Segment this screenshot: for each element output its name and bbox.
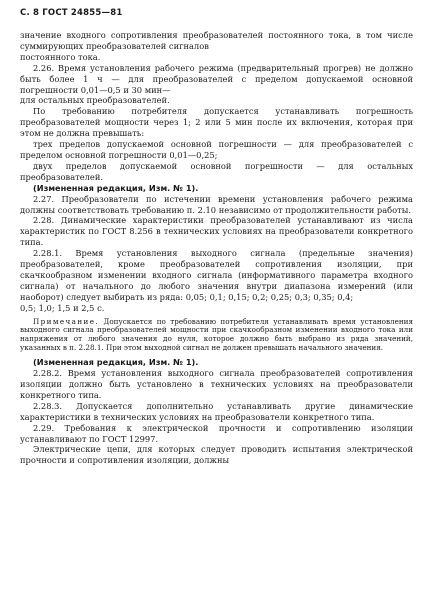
paragraph-2-26: 2.26. Время установления рабочего режима (предварительный прогрев) не должно быть более 1 ч — для преобразователей с пределом допускаемой основной погрешности 0,01—0,5 и 30 мин— для остальных преобразователей. (20, 62, 413, 106)
paragraph-2-27: 2.27. Преобразователи по истечении времени установления рабочего режима должны соответствовать требованию п. 2.10 независимо от продолжительности работы. (20, 193, 413, 215)
paragraph: Электрические цепи, для которых следует проводить испытания электрической прочности и сопротивления изоляции, должны (20, 444, 413, 466)
paragraph: значение входного сопротивления преобразователей постоянного тока, в том числе суммирующих преобразователей сигналов постоянного тока. (20, 30, 413, 62)
paragraph: трех пределов допускаемой основной погрешности — для преобразователей с пределом основной погрешности 0,01—0,25; (20, 139, 413, 160)
paragraph: двух пределов допускаемой основной погрешности — для остальных преобразователей. (20, 160, 413, 182)
paragraph-2-29: 2.29. Требования к электрической прочности и сопротивлению изоляции устанавливают по ГОСТ 12997. (20, 422, 413, 444)
paragraph: По требованию потребителя допускается устанавливать погрешность преобразователей мощности через 1; 2 или 5 мин после их включения, которая при этом не должна превышать: (20, 106, 413, 139)
note-text: Допускается по требованию потребителя устанавливать время установления выходного сигнала преобразователей мощности при скачкообразном изменении входного тока или напряжения от любого значения до нуля, которое должно быть выбрано из ряда значений, указанных в п. 2.28.1. При этом выходной сигнал не должен превышать начального значения. (20, 316, 413, 353)
paragraph-2-28-1: 2.28.1. Время установления выходного сигнала (предельные значения) преобразователей, кроме преобразователей сопротивления изоляции, при скачкообразном изменении входного сигнала (информативного параметра входного сигнала) от начального до любого значения внутри диапазона измерений (или наоборот) следует выбирать из ряда: 0,05; 0,1; 0,15; 0,2; 0,25; 0,3; 0,35; 0,4; 0,5; 1,0; 1,5 и 2,5 с. (20, 248, 413, 313)
paragraph-2-28: 2.28. Динамические характеристики преобразователей устанавливают из числа характеристик по ГОСТ 8.256 в технических условиях на преобразователи конкретного типа. (20, 215, 413, 248)
amendment-note: (Измененная редакция, Изм. № 1). (33, 357, 199, 368)
page-header: С. 8 ГОСТ 24855—81 (20, 8, 123, 18)
footnote-note (20, 318, 413, 354)
paragraph-2-28-3: 2.28.3. Допускается дополнительно устанавливать другие динамические характеристики в технических условиях на преобразователи конкретного типа. (20, 400, 413, 422)
page-content (20, 30, 413, 466)
paragraph-2-28-2: 2.28.2. Время установления выходного сигнала преобразователей сопротивления изоляции должно быть установлено в технических условиях на преобразователи конкретного типа. (20, 368, 413, 400)
amendment-note: (Измененная редакция, Изм. № 1). (33, 182, 199, 193)
note-label: Примечание. (33, 316, 100, 326)
